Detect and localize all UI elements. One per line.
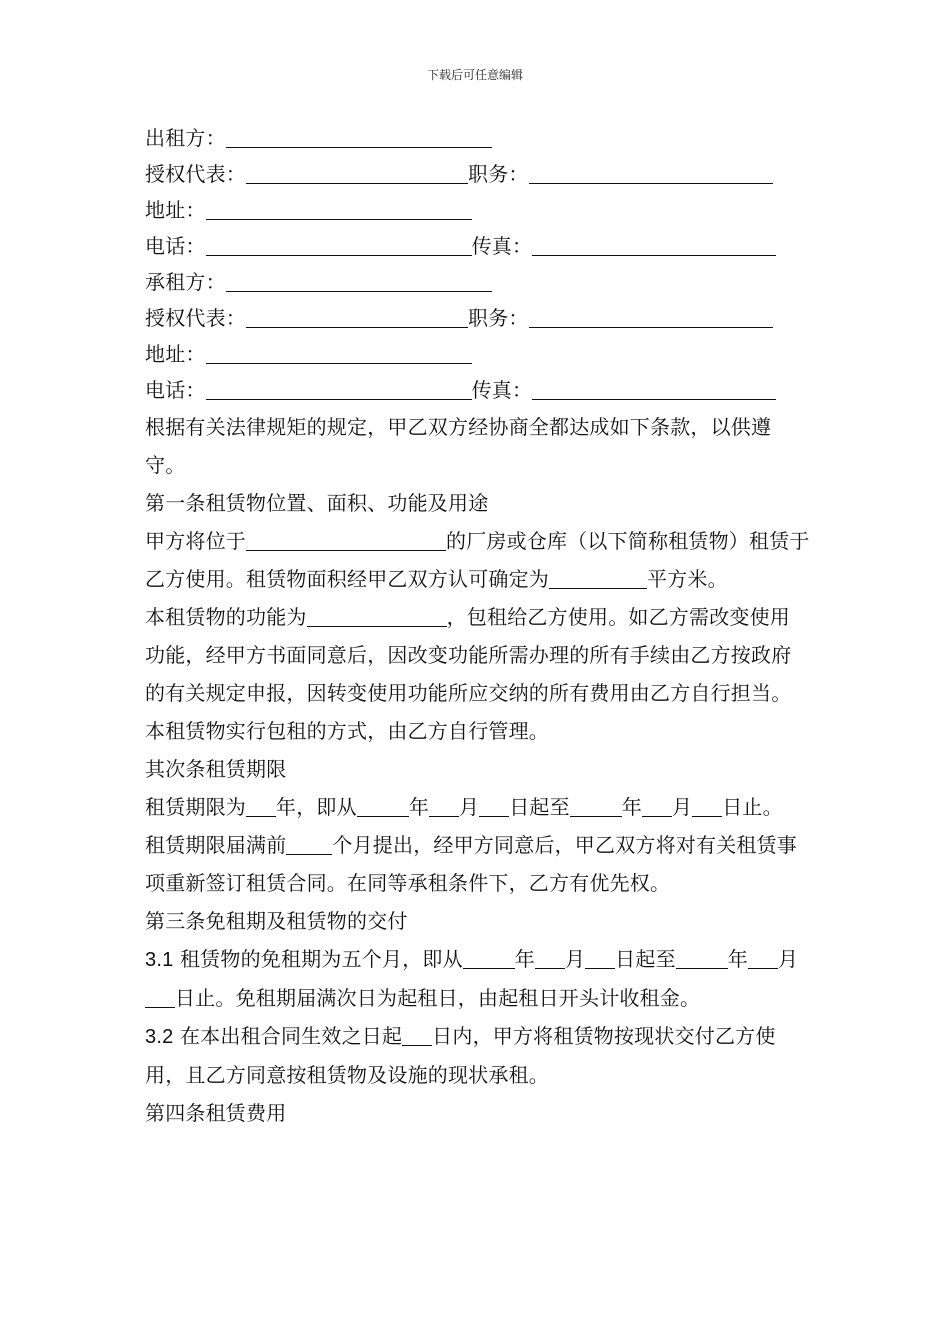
lessee-rep-label: 授权代表： (145, 306, 246, 330)
a3-1-text6: 月 (777, 947, 799, 971)
clause-3-2-number: 3.2 (145, 1026, 174, 1048)
a3-1-text2: 年 (514, 947, 535, 971)
free-start-day-blank[interactable] (585, 946, 615, 969)
article1-paragraph2 (145, 598, 810, 712)
free-end-day-blank[interactable] (145, 985, 175, 1008)
lessee-phone-blank[interactable] (206, 377, 472, 400)
area-blank[interactable] (549, 566, 647, 589)
a1-p1-text3: 平方米。 (647, 567, 728, 591)
lessor-phone-line (145, 228, 810, 264)
start-year-blank[interactable] (357, 794, 409, 817)
lessor-line (145, 120, 810, 156)
a1-p2-text2: ，包租给乙方使用。如乙方需改变使用功能，经甲方书面同意后，因改变功能所需办理的所有手续由乙方按政府的有关规定申报，因转变使用功能所应交纳的所有费用由乙方自行担当。 (145, 605, 792, 705)
article1-paragraph1 (145, 522, 810, 598)
a2-p1-text2: 年，即从 (276, 795, 357, 819)
lessee-address-blank[interactable] (206, 341, 472, 364)
lessor-label: 出租方： (145, 126, 226, 150)
lessee-fax-label: 传真： (471, 378, 533, 402)
clause-3-1 (145, 940, 810, 1017)
lessor-address-label: 地址： (145, 198, 206, 222)
location-blank[interactable] (246, 528, 446, 551)
clause-3-2 (145, 1017, 810, 1094)
lessee-title-label: 职务： (468, 306, 529, 330)
lessee-phone-label: 电话： (145, 378, 206, 402)
lessor-fax-blank[interactable] (532, 233, 776, 256)
lessor-phone-blank[interactable] (206, 233, 472, 256)
a1-p2-text1: 本租赁物的功能为 (145, 605, 307, 629)
a2-p1-text4: 月 (459, 795, 480, 819)
a2-p1-text1: 租赁期限为 (145, 795, 246, 819)
lessor-title-blank[interactable] (529, 161, 773, 184)
a3-1-text7: 日止。免租期届满次日为起租日，由起租日开头计收租金。 (175, 986, 701, 1010)
delivery-days-blank[interactable] (402, 1023, 432, 1046)
lessee-rep-line (145, 300, 810, 336)
a2-p1-text3: 年 (408, 795, 430, 819)
a3-1-text5: 年 (727, 947, 748, 971)
contract-body (145, 120, 810, 1132)
start-month-blank[interactable] (429, 794, 459, 817)
lessor-address-line (145, 192, 810, 228)
start-day-blank[interactable] (479, 794, 509, 817)
lessor-rep-line (145, 156, 810, 192)
lessee-label: 承租方： (145, 270, 226, 294)
end-month-blank[interactable] (642, 794, 672, 817)
lessee-phone-line (145, 372, 810, 408)
lessee-blank[interactable] (226, 269, 492, 292)
lessor-phone-label: 电话： (145, 234, 206, 258)
lessor-rep-label: 授权代表： (145, 162, 246, 186)
lessee-line (145, 264, 810, 300)
a2-p1-text7: 月 (672, 795, 693, 819)
lessee-title-blank[interactable] (529, 305, 773, 328)
a3-2-text2: 日内，甲方将租赁物按现状交付乙方使用，且乙方同意按租赁物及设施的现状承租。 (145, 1024, 776, 1087)
a2-p1-text8: 日止。 (722, 795, 783, 819)
article4-title: 第四条租赁费用 (145, 1101, 287, 1125)
free-end-month-blank[interactable] (748, 946, 778, 969)
article3-title: 第三条免租期及租赁物的交付 (145, 909, 408, 933)
clause-3-1-number: 3.1 (145, 949, 174, 971)
a3-1-text3: 月 (564, 947, 586, 971)
a3-2-text1: 在本出租合同生效之日起 (173, 1024, 403, 1048)
lessee-address-line (145, 336, 810, 372)
article2-paragraph1 (145, 788, 810, 826)
lessee-rep-blank[interactable] (246, 305, 468, 328)
intro-paragraph: 根据有关法律规矩的规定，甲乙双方经协商全都达成如下条款，以供遵守。 (145, 415, 772, 477)
function-blank[interactable] (307, 604, 447, 627)
lessor-address-blank[interactable] (206, 197, 472, 220)
a2-p1-text5: 日起至 (509, 795, 570, 819)
article2-title: 其次条租赁期限 (145, 757, 287, 781)
lessee-address-label: 地址： (145, 342, 206, 366)
article2-paragraph2 (145, 826, 810, 902)
free-start-year-blank[interactable] (463, 946, 515, 969)
lessor-blank[interactable] (226, 125, 492, 148)
lessor-rep-blank[interactable] (246, 161, 468, 184)
term-years-blank[interactable] (246, 794, 276, 817)
a1-p1-text1: 甲方将位于 (145, 529, 246, 553)
lessor-title-label: 职务： (468, 162, 529, 186)
article1-title: 第一条租赁物位置、面积、功能及用途 (145, 491, 489, 515)
a3-1-text1: 租赁物的免租期为五个月，即从 (173, 947, 463, 971)
end-day-blank[interactable] (692, 794, 722, 817)
a3-1-text4: 日起至 (615, 947, 676, 971)
notice-months-blank[interactable] (286, 832, 332, 855)
a1-p1-text2: 的厂房或仓库（以下简称租赁物）租赁于乙方使用。租赁物面积经甲乙双方认可确定为 (145, 529, 810, 591)
page-header: 下载后可任意编辑 (426, 68, 523, 82)
article1-paragraph3: 本租赁物实行包租的方式，由乙方自行管理。 (145, 719, 549, 743)
free-start-month-blank[interactable] (535, 946, 565, 969)
a2-p2-text1: 租赁期限届满前 (145, 833, 287, 857)
a2-p1-text6: 年 (621, 795, 643, 819)
a2-p2-text2: 个月提出，经甲方同意后，甲乙双方将对有关租赁事项重新签订租赁合同。在同等承租条件下，乙方有优先权。 (145, 833, 798, 895)
lessee-fax-blank[interactable] (532, 377, 776, 400)
end-year-blank[interactable] (570, 794, 622, 817)
lessor-fax-label: 传真： (471, 234, 533, 258)
free-end-year-blank[interactable] (676, 946, 728, 969)
